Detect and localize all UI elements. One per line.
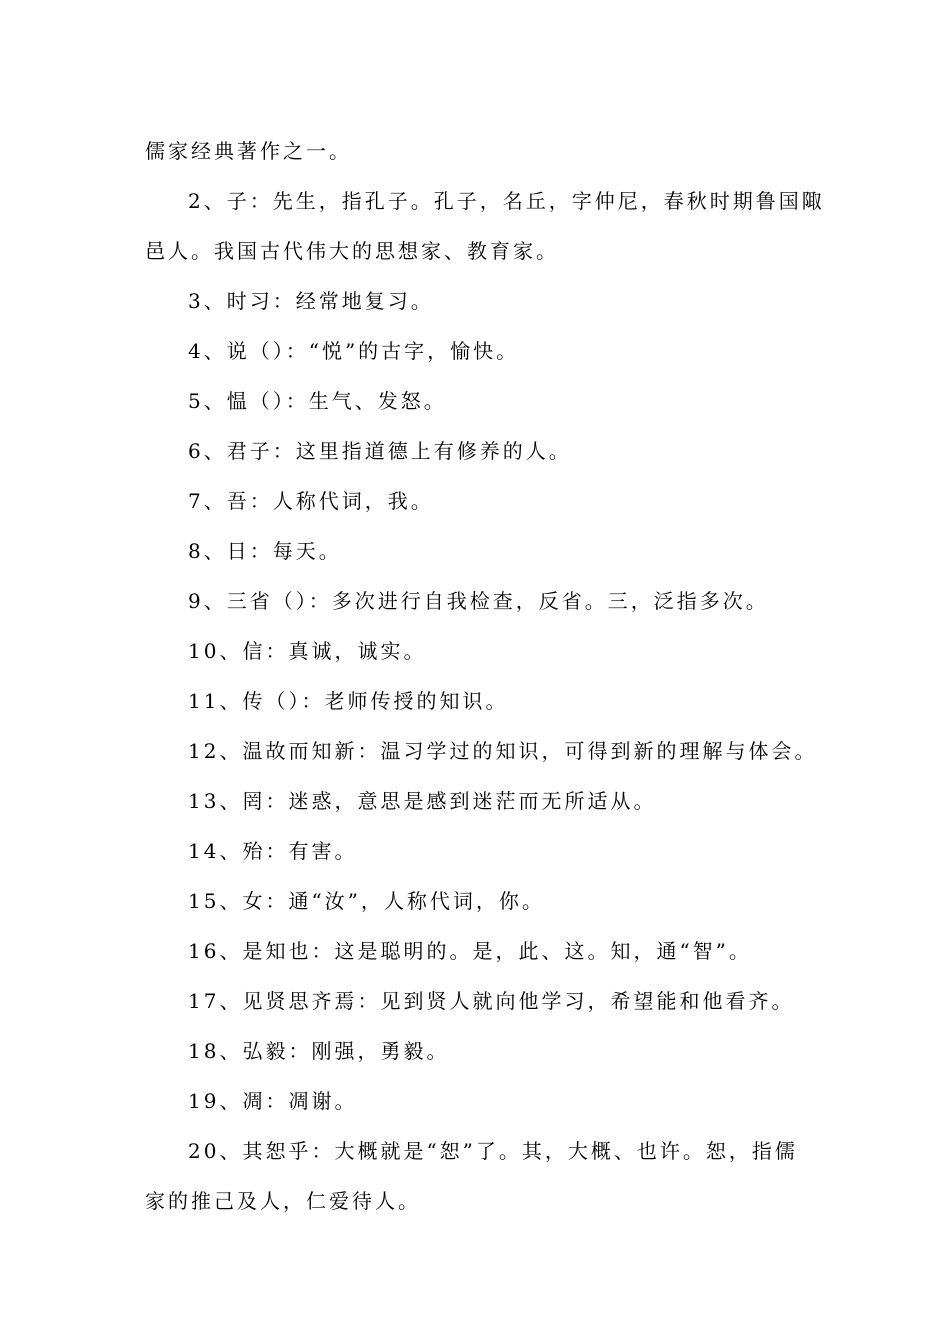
note-item-5: 5、愠（）：生气、发怒。 <box>188 389 447 413</box>
note-item-18: 18、弘毅：刚强，勇毅。 <box>188 1039 450 1063</box>
note-item-17: 17、见贤思齐焉：见到贤人就向他学习，希望能和他看齐。 <box>188 989 795 1013</box>
note-item-16: 16、是知也：这是聪明的。是，此、这。知，通“智”。 <box>188 939 752 963</box>
note-item-9: 9、三省（）：多次进行自我检查，反省。三，泛指多次。 <box>188 589 769 613</box>
note-item-19: 19、凋：凋谢。 <box>188 1089 358 1113</box>
note-item-8: 8、日：每天。 <box>188 539 342 563</box>
text-line: 邑人。我国古代伟大的思想家、教育家。 <box>145 239 559 263</box>
note-item-6: 6、君子：这里指道德上有修养的人。 <box>188 439 572 463</box>
note-item-12: 12、温故而知新：温习学过的知识，可得到新的理解与体会。 <box>188 739 818 763</box>
text-line: 家的推己及人，仁爱待人。 <box>145 1189 421 1213</box>
note-item-4: 4、说（）：“悦”的古字，愉快。 <box>188 339 520 363</box>
note-item-14: 14、殆：有害。 <box>188 839 358 863</box>
note-item-15: 15、女：通“汝”，人称代词，你。 <box>188 889 545 913</box>
note-item-20: 20、其恕乎：大概就是“恕”了。其，大概、也许。恕，指儒 <box>188 1139 798 1163</box>
note-item-11: 11、传（）：老师传授的知识。 <box>188 689 509 713</box>
note-item-7: 7、吾：人称代词，我。 <box>188 489 434 513</box>
note-item-3: 3、时习：经常地复习。 <box>188 289 434 313</box>
note-item-13: 13、罔：迷惑，意思是感到迷茫而无所适从。 <box>188 789 657 813</box>
note-item-10: 10、信：真诚，诚实。 <box>188 639 427 663</box>
note-item-2: 2、子：先生，指孔子。孔子，名丘，字仲尼，春秋时期鲁国陬 <box>188 189 825 213</box>
text-line: 儒家经典著作之一。 <box>145 139 352 163</box>
